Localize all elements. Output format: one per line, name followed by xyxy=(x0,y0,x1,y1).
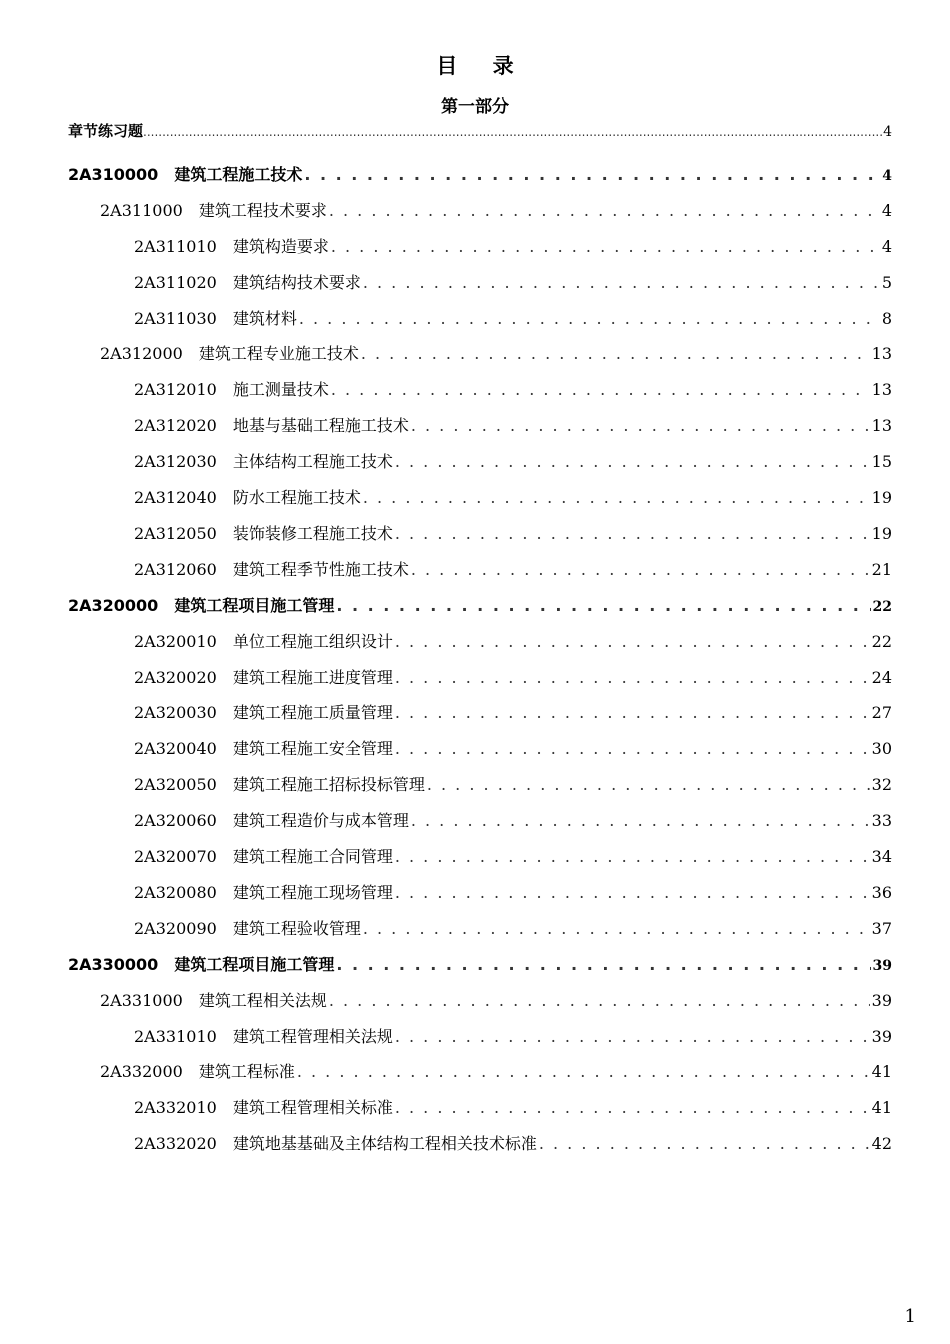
toc-entry-page: 5 xyxy=(881,273,892,292)
toc-entry[interactable] xyxy=(134,772,892,796)
toc-entry-page: 4 xyxy=(882,168,892,184)
toc-entry-title: 建筑结构技术要求 xyxy=(232,273,361,292)
toc-entry-page: 36 xyxy=(871,883,892,902)
toc-entry-page: 15 xyxy=(871,452,892,471)
toc-entry-title: 建筑工程季节性施工技术 xyxy=(232,560,409,579)
toc-entry-page: 4 xyxy=(881,201,892,220)
toc-entry[interactable] xyxy=(68,162,892,186)
toc-entry-page: 22 xyxy=(872,599,892,615)
toc-entry-title: 建筑地基基础及主体结构工程相关技术标准 xyxy=(232,1134,537,1153)
toc-entry[interactable] xyxy=(68,120,892,144)
toc-entry[interactable] xyxy=(134,916,892,940)
toc-entry-page: 37 xyxy=(871,919,892,938)
toc-entry-title: 建筑工程项目施工管理 xyxy=(174,596,335,615)
toc-entry-page: 39 xyxy=(871,991,892,1010)
toc-leader-dots xyxy=(329,201,880,220)
toc-leader-dots xyxy=(336,955,870,974)
toc-entry-code: 2A330000 xyxy=(68,955,159,974)
toc-entry-code: 2A312010 xyxy=(134,380,217,399)
toc-entry-page: 19 xyxy=(871,524,892,543)
toc-entry-page: 4 xyxy=(881,237,892,256)
toc-leader-dots xyxy=(395,668,870,687)
toc-entry-code: 2A312060 xyxy=(134,560,217,579)
toc-entry-title: 主体结构工程施工技术 xyxy=(232,452,393,471)
toc-entry[interactable] xyxy=(134,270,892,294)
toc-entry[interactable] xyxy=(134,1131,892,1155)
toc-entry[interactable] xyxy=(134,808,892,832)
toc-entry-code: 2A312020 xyxy=(134,416,217,435)
toc-entry-code: 2A320000 xyxy=(68,596,159,615)
toc-entry[interactable] xyxy=(134,629,892,653)
toc-entry[interactable] xyxy=(100,341,892,365)
toc-entry[interactable] xyxy=(100,198,892,222)
toc-entry-code: 2A320050 xyxy=(134,775,217,794)
toc-leader-dots xyxy=(331,380,870,399)
toc-leader-dots xyxy=(395,883,870,902)
toc-entry-code: 2A311010 xyxy=(134,237,217,256)
toc-entry-code: 2A320060 xyxy=(134,811,217,830)
toc-entry-code: 2A312040 xyxy=(134,488,217,507)
toc-leader-dots xyxy=(363,273,880,292)
toc-entry[interactable] xyxy=(134,521,892,545)
toc-entry-code: 2A320030 xyxy=(134,703,217,722)
toc-entry-code: 2A320040 xyxy=(134,739,217,758)
toc-entry-page: 21 xyxy=(871,560,892,579)
toc-entry-code: 2A311020 xyxy=(134,273,217,292)
toc-entry-title: 章节练习题 xyxy=(68,122,144,140)
toc-entry[interactable] xyxy=(134,557,892,581)
toc-leader-dots xyxy=(363,488,870,507)
toc-entry-page: 8 xyxy=(881,309,892,328)
toc-entry-code: 2A320020 xyxy=(134,668,217,687)
toc-entry-page: 30 xyxy=(871,739,892,758)
toc-leader-dots xyxy=(411,560,870,579)
toc-leader-dots xyxy=(143,122,883,140)
toc-entry-page: 39 xyxy=(872,958,892,974)
toc-entry-title: 地基与基础工程施工技术 xyxy=(232,416,409,435)
toc-entry[interactable] xyxy=(134,665,892,689)
toc-entry-title: 建筑工程施工质量管理 xyxy=(232,703,393,722)
toc-entry-title: 施工测量技术 xyxy=(232,380,329,399)
toc-entry-title: 建筑工程项目施工管理 xyxy=(174,955,335,974)
toc-entry[interactable] xyxy=(134,1024,892,1048)
toc-entry-page: 4 xyxy=(883,124,892,140)
toc-entry-code: 2A332000 xyxy=(100,1062,183,1081)
toc-entry[interactable] xyxy=(68,952,892,976)
toc-entry[interactable] xyxy=(134,234,892,258)
toc-entry-title: 建筑工程施工合同管理 xyxy=(232,847,393,866)
toc-entry-page: 42 xyxy=(871,1134,892,1153)
toc-entry-title: 装饰装修工程施工技术 xyxy=(232,524,393,543)
toc-entry[interactable] xyxy=(134,844,892,868)
toc-leader-dots xyxy=(331,237,880,256)
toc-entry[interactable] xyxy=(100,1059,892,1083)
toc-leader-dots xyxy=(395,524,870,543)
toc-entry-title: 建筑工程施工进度管理 xyxy=(232,668,393,687)
toc-leader-dots xyxy=(395,739,870,758)
toc-entry[interactable] xyxy=(134,736,892,760)
toc-leader-dots xyxy=(329,991,870,1010)
toc-entry-title: 建筑工程标准 xyxy=(198,1062,295,1081)
toc-leader-dots xyxy=(411,811,870,830)
toc-entry[interactable] xyxy=(134,880,892,904)
toc-entry[interactable] xyxy=(134,306,892,330)
toc-entry[interactable] xyxy=(134,1095,892,1119)
toc-entry-title: 建筑工程施工现场管理 xyxy=(232,883,393,902)
toc-leader-dots xyxy=(395,1027,870,1046)
toc-entry-code: 2A331000 xyxy=(100,991,183,1010)
toc-entry[interactable] xyxy=(134,413,892,437)
toc-entry-page: 34 xyxy=(871,847,892,866)
toc-entry[interactable] xyxy=(134,485,892,509)
toc-entry-code: 2A320010 xyxy=(134,632,217,651)
toc-leader-dots xyxy=(395,632,870,651)
toc-leader-dots xyxy=(395,452,870,471)
toc-entry-page: 24 xyxy=(871,668,892,687)
toc-entry-title: 建筑工程专业施工技术 xyxy=(198,344,359,363)
toc-leader-dots xyxy=(297,1062,870,1081)
toc-leader-dots xyxy=(299,309,880,328)
toc-entry-title: 建筑材料 xyxy=(232,309,297,328)
toc-entry-title: 建筑工程技术要求 xyxy=(198,201,327,220)
toc-leader-dots xyxy=(539,1134,870,1153)
toc-leader-dots xyxy=(411,416,870,435)
toc-entry-code: 2A311030 xyxy=(134,309,217,328)
toc-entry-title: 建筑工程相关法规 xyxy=(198,991,327,1010)
toc-entry-page: 32 xyxy=(871,775,892,794)
toc-leader-dots xyxy=(395,703,870,722)
toc-leader-dots xyxy=(361,344,870,363)
toc-entry-code: 2A332010 xyxy=(134,1098,217,1117)
toc-entry-page: 27 xyxy=(871,703,892,722)
toc-entry[interactable] xyxy=(134,700,892,724)
toc-entry-page: 13 xyxy=(871,380,892,399)
toc-entry[interactable] xyxy=(68,593,892,617)
toc-entry-code: 2A310000 xyxy=(68,165,159,184)
toc-entry-code: 2A320080 xyxy=(134,883,217,902)
page-title: 目 录 xyxy=(436,54,528,78)
toc-entry-code: 2A331010 xyxy=(134,1027,217,1046)
toc-entry-code: 2A320090 xyxy=(134,919,217,938)
page-number: 1 xyxy=(904,1306,916,1327)
toc-entry-title: 建筑工程施工安全管理 xyxy=(232,739,393,758)
toc-entry-page: 13 xyxy=(871,344,892,363)
toc-entry-page: 22 xyxy=(871,632,892,651)
toc-leader-dots xyxy=(336,596,870,615)
toc-entry-title: 建筑工程验收管理 xyxy=(232,919,361,938)
toc-leader-dots xyxy=(427,775,870,794)
toc-entry-page: 39 xyxy=(871,1027,892,1046)
toc-entry-title: 单位工程施工组织设计 xyxy=(232,632,393,651)
toc-leader-dots xyxy=(395,1098,870,1117)
toc-entry-title: 建筑工程管理相关法规 xyxy=(232,1027,393,1046)
toc-entry-title: 建筑工程造价与成本管理 xyxy=(232,811,409,830)
toc-entry-title: 建筑工程施工招标投标管理 xyxy=(232,775,425,794)
toc-entry-page: 13 xyxy=(871,416,892,435)
toc-entry-title: 建筑工程施工技术 xyxy=(174,165,303,184)
toc-entry-title: 建筑构造要求 xyxy=(232,237,329,256)
toc-entry-code: 2A312000 xyxy=(100,344,183,363)
toc-leader-dots xyxy=(395,847,870,866)
toc-entry-page: 33 xyxy=(871,811,892,830)
toc-entry-code: 2A332020 xyxy=(134,1134,217,1153)
toc-entry-code: 2A312030 xyxy=(134,452,217,471)
part-heading: 第一部分 xyxy=(441,97,509,117)
toc-entry[interactable] xyxy=(134,377,892,401)
toc-entry-page: 41 xyxy=(871,1062,892,1081)
toc-entry[interactable] xyxy=(134,449,892,473)
toc-entry-page: 41 xyxy=(871,1098,892,1117)
toc-entry-code: 2A312050 xyxy=(134,524,217,543)
toc-entry-title: 建筑工程管理相关标准 xyxy=(232,1098,393,1117)
toc-entry-title: 防水工程施工技术 xyxy=(232,488,361,507)
toc-entry-code: 2A311000 xyxy=(100,201,183,220)
toc-entry[interactable] xyxy=(100,988,892,1012)
toc-leader-dots xyxy=(363,919,870,938)
toc-entry-page: 19 xyxy=(871,488,892,507)
toc-leader-dots xyxy=(304,165,880,184)
toc-entry-code: 2A320070 xyxy=(134,847,217,866)
